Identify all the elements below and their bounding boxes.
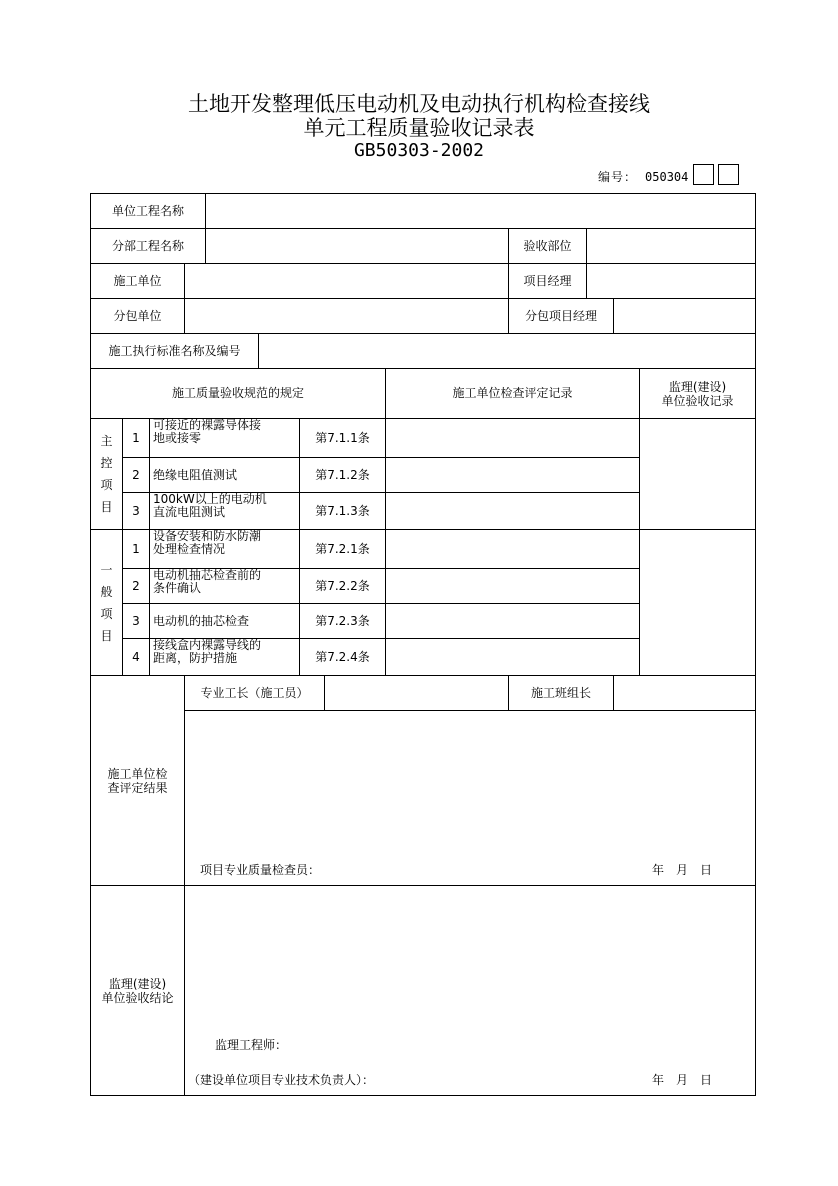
item-description: 设备安装和防水防潮 处理检查情况	[149, 529, 300, 569]
construction-result-label: 施工单位检 查评定结果	[90, 675, 185, 886]
acceptance-part-label: 验收部位	[508, 228, 587, 264]
item-number: 3	[122, 492, 150, 530]
sub-project-field[interactable]	[205, 228, 509, 264]
sub-project-label: 分部工程名称	[90, 228, 206, 264]
item-clause: 第7.1.1条	[299, 418, 386, 458]
item-description: 接线盒内裸露导线的 距离，防护措施	[149, 638, 300, 676]
supervision-result-label: 监理(建设) 单位验收结论	[90, 885, 185, 1096]
item-number: 4	[122, 638, 150, 676]
supervision-engineer-label: 监理工程师：	[215, 1038, 288, 1052]
title-line-1: 土地开发整理低压电动机及电动执行机构检查接线	[188, 92, 650, 116]
item-record-field[interactable]	[385, 418, 640, 458]
standard-name-field[interactable]	[258, 333, 756, 369]
subcontract-unit-label: 分包单位	[90, 298, 185, 334]
standard-code: GB50303-2002	[353, 140, 485, 161]
unit-project-label: 单位工程名称	[90, 193, 206, 229]
foreman-field[interactable]	[324, 675, 509, 711]
item-description: 绝缘电阻值测试	[149, 457, 300, 493]
item-clause: 第7.1.3条	[299, 492, 386, 530]
project-manager-label: 项目经理	[508, 263, 587, 299]
subcontract-manager-label: 分包项目经理	[508, 298, 614, 334]
supervision-date: 年 月 日	[652, 1073, 713, 1087]
construction-date: 年 月 日	[652, 863, 713, 877]
item-clause: 第7.1.2条	[299, 457, 386, 493]
project-manager-field[interactable]	[586, 263, 756, 299]
general-supervision-field[interactable]	[639, 529, 756, 676]
title-line-2: 单元工程质量验收记录表	[303, 116, 535, 140]
record-column-header: 施工单位检查评定记录	[385, 368, 640, 419]
spec-column-header: 施工质量验收规范的规定	[90, 368, 386, 419]
item-record-field[interactable]	[385, 457, 640, 493]
supervision-header-line-1: 监理(建设)	[668, 379, 727, 394]
item-number: 1	[122, 529, 150, 569]
construction-unit-field[interactable]	[184, 263, 509, 299]
acceptance-part-field[interactable]	[586, 228, 756, 264]
item-number: 3	[122, 603, 150, 639]
item-clause: 第7.2.4条	[299, 638, 386, 676]
owner-technical-lead-label: （建设单位项目专业技术负责人）：	[188, 1073, 375, 1087]
item-number: 2	[122, 457, 150, 493]
general-group-label: 一 般 项 目	[90, 529, 123, 676]
item-description: 电动机的抽芯检查	[149, 603, 300, 639]
team-leader-label: 施工班组长	[508, 675, 614, 711]
construction-result-field[interactable]	[184, 710, 756, 886]
number-box-2[interactable]	[718, 164, 739, 185]
item-record-field[interactable]	[385, 568, 640, 604]
item-record-field[interactable]	[385, 529, 640, 569]
construction-unit-label: 施工单位	[90, 263, 185, 299]
foreman-label: 专业工长（施工员）	[184, 675, 325, 711]
item-record-field[interactable]	[385, 603, 640, 639]
item-description: 可接近的裸露导体接 地或接零	[149, 418, 300, 458]
item-clause: 第7.2.2条	[299, 568, 386, 604]
item-record-field[interactable]	[385, 492, 640, 530]
standard-name-label: 施工执行标准名称及编号	[90, 333, 259, 369]
item-description: 100kW以上的电动机 直流电阻测试	[149, 492, 300, 530]
item-number: 2	[122, 568, 150, 604]
item-clause: 第7.2.1条	[299, 529, 386, 569]
form-number-label: 编号：	[598, 170, 638, 184]
team-leader-field[interactable]	[613, 675, 756, 711]
form-number-value: 050304	[645, 170, 689, 184]
subcontract-manager-field[interactable]	[613, 298, 756, 334]
item-record-field[interactable]	[385, 638, 640, 676]
item-clause: 第7.2.3条	[299, 603, 386, 639]
form-number	[598, 168, 688, 185]
main-supervision-field[interactable]	[639, 418, 756, 530]
item-description: 电动机抽芯检查前的 条件确认	[149, 568, 300, 604]
supervision-result-field[interactable]	[184, 885, 756, 1096]
number-box-1[interactable]	[693, 164, 714, 185]
main-control-group-label: 主 控 项 目	[90, 418, 123, 530]
item-number: 1	[122, 418, 150, 458]
supervision-column-header	[639, 368, 756, 419]
unit-project-field[interactable]	[205, 193, 756, 229]
subcontract-unit-field[interactable]	[184, 298, 509, 334]
supervision-header-line-2: 单位验收记录	[661, 393, 734, 408]
quality-inspector-label: 项目专业质量检查员：	[200, 863, 321, 877]
